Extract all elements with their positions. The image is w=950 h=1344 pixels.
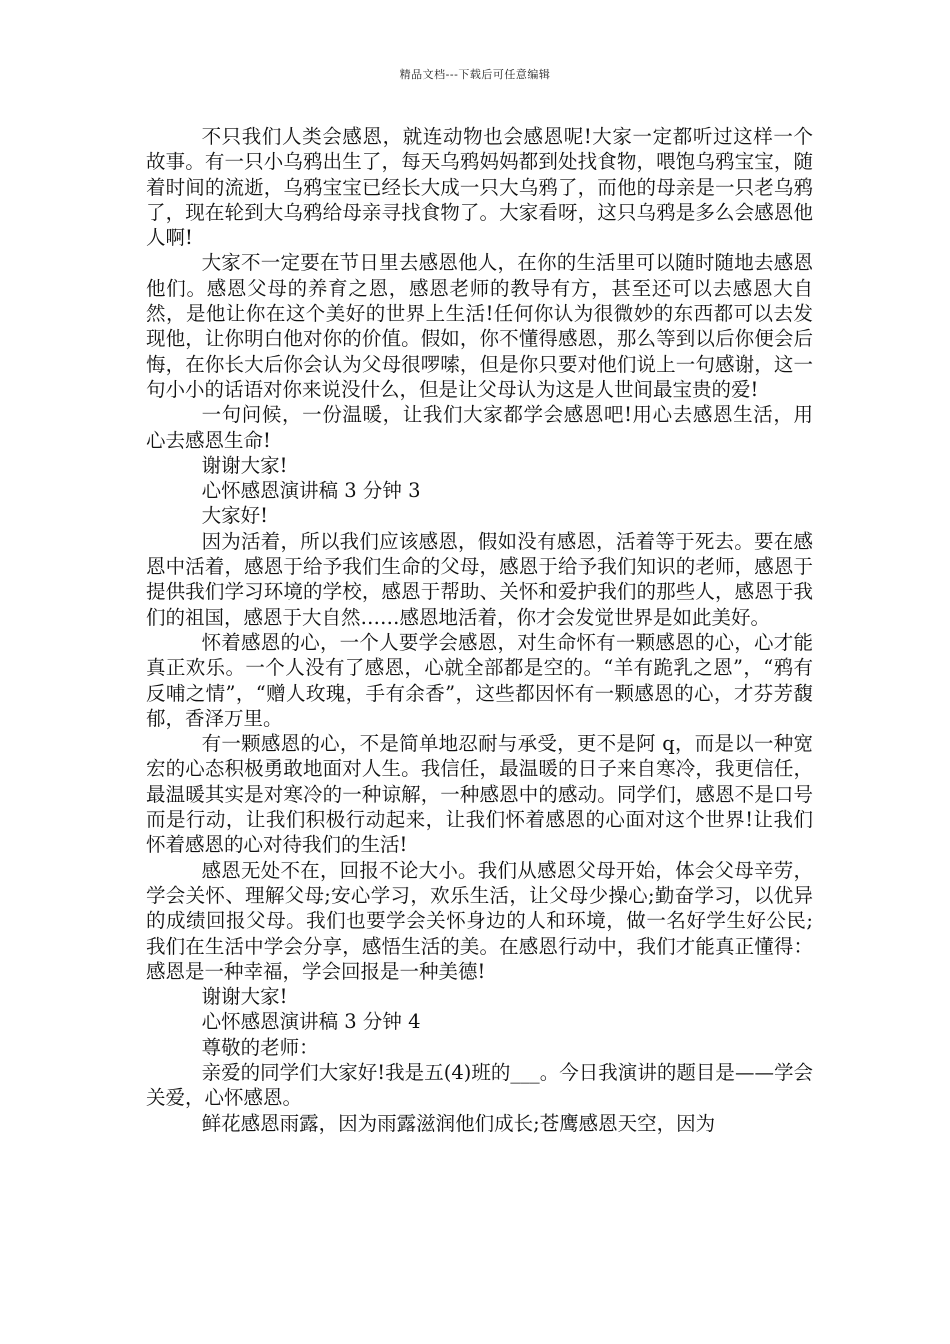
greeting: 大家好! [201,504,268,528]
paragraph: 鲜花感恩雨露，因为雨露滋润他们成长;苍鹰感恩天空，因为 [201,1111,716,1135]
page-header: 精品文档---下载后可任意编辑 [399,68,551,81]
document-body [146,124,813,1136]
paragraph: 亲爱的同学们大家好!我是五(4)班的___。今日我演讲的题目是——学会关爱，心怀感恩。 [146,1060,813,1110]
paragraph: 有一颗感恩的心，不是简单地忍耐与承受，更不是阿 q，而是以一种宽宏的心态积极勇敢地面对人生。我信任，最温暖的日子来自寒冷，我更信任，最温暖其实是对寒冷的一种谅解，一种感恩中的感动。同学们，感恩不是口号而是行动，让我们积极行动起来，让我们怀着感恩的心面对这个世界!让我们怀着感恩的心对待我们的生活! [146,732,813,857]
paragraph: 谢谢大家! [201,453,288,477]
paragraph: 因为活着，所以我们应该感恩，假如没有感恩，活着等于死去。要在感恩中活着，感恩于给予我们生命的父母，感恩于给予我们知识的老师，感恩于提供我们学习环境的学校，感恩于帮助、关怀和爱护我们的那些人，感恩于我们的祖国，感恩于大自然……感恩地活着，你才会发觉世界是如此美好。 [146,529,813,629]
greeting: 尊敬的老师： [201,1035,319,1059]
paragraph: 谢谢大家! [201,985,288,1009]
paragraph: 大家不一定要在节日里去感恩他人，在你的生活里可以随时随地去感恩他们。感恩父母的养育之恩，感恩老师的教导有方，甚至还可以去感恩大自然，是他让你在这个美好的世界上生活!任何你认为很微妙的东西都可以去发现他，让你明白他对你的价值。假如，你不懂得感恩，那么等到以后你便会后悔，在你长大后你会认为父母很啰嗦，但是你只要对他们说上一句感谢，这一句小小的话语对你来说没什么，但是让父母认为这是人世间最宝贵的爱! [146,251,813,401]
paragraph: 不只我们人类会感恩，就连动物也会感恩呢!大家一定都听过这样一个故事。有一只小乌鸦出生了，每天乌鸦妈妈都到处找食物，喂饱乌鸦宝宝，随着时间的流逝，乌鸦宝宝已经长大成一只大乌鸦了，而他的母亲是一只老乌鸦了，现在轮到大乌鸦给母亲寻找食物了。大家看呀，这只乌鸦是多么会感恩他人啊! [146,125,813,250]
paragraph: 一句问候，一份温暖，让我们大家都学会感恩吧!用心去感恩生活，用心去感恩生命! [146,403,813,452]
section-title: 心怀感恩演讲稿 3 分钟 3 [201,479,421,503]
paragraph: 感恩无处不在，回报不论大小。我们从感恩父母开始，体会父母辛劳，学会关怀、理解父母;安心学习，欢乐生活，让父母少操心;勤奋学习，以优异的成绩回报父母。我们也要学会关怀身边的人和环境，做一名好学生好公民;我们在生活中学会分享，感悟生活的美。在感恩行动中，我们才能真正懂得：感恩是一种幸福，学会回报是一种美德! [146,858,813,983]
section-title: 心怀感恩演讲稿 3 分钟 4 [201,1010,421,1034]
paragraph: 怀着感恩的心，一个人要学会感恩，对生命怀有一颗感恩的心，心才能真正欢乐。一个人没有了感恩，心就全部都是空的。“羊有跪乳之恩”，“鸦有反哺之情”，“赠人玫瑰，手有余香”，这些都因怀有一颗感恩的心，才芬芳馥郁，香泽万里。 [146,630,813,730]
